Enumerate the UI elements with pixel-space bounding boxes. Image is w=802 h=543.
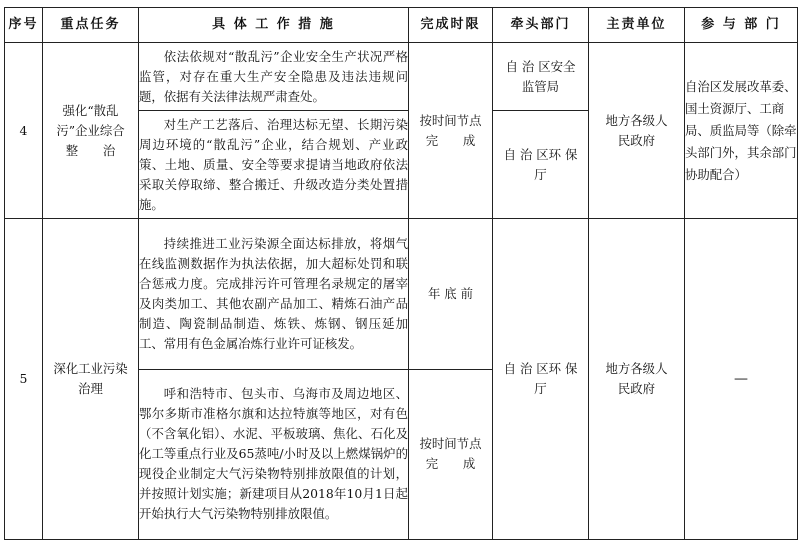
- participating-departments: —: [685, 219, 798, 540]
- header-participants: 参 与 部 门: [685, 8, 798, 43]
- header-row: [5, 8, 798, 43]
- responsible-unit: 地方各级人民政府: [589, 43, 685, 219]
- header-responsible: 主责单位: [589, 8, 685, 43]
- header-no: 序号: [5, 8, 43, 43]
- measure-paragraph: 对生产工艺落后、治理达标无望、长期污染周边环境的“散乱污”企业，结合规划、产业政策、土地、质量、安全等要求提请当地政府依法采取关停取缔、整合搬迁、升级改造分类处置措施。: [139, 116, 408, 212]
- measure-paragraph: 持续推进工业污染源全面达标排放，将烟气在线监测数据作为执法依据，加大超标处罚和联合惩戒力度。完成排污许可管理名录规定的屠宰及肉类加工、其他农副产品加工、精炼石油产品制造、陶瓷制品制造、炼铁、炼钢、钢压延加工、常用有色金属冶炼行业许可证核发。: [139, 236, 408, 352]
- deadline: 年 底 前: [409, 219, 493, 369]
- header-measures: 具 体 工 作 措 施: [139, 8, 409, 43]
- header-lead: 牵头部门: [493, 8, 589, 43]
- deadline: 按时间节点完 成: [409, 43, 493, 219]
- header-deadline: 完成时限: [409, 8, 493, 43]
- work-measures-table: [4, 7, 798, 540]
- measure-paragraph: 依法依规对“散乱污”企业安全生产状况严格监管，对存在重大生产安全隐患及违法违规问题，依据有关法律法规严肃查处。: [139, 48, 408, 104]
- key-task: 深化工业污染治理: [43, 219, 139, 540]
- lead-department: 自 治 区环 保 厅: [493, 219, 589, 540]
- responsible-unit: 地方各级人民政府: [589, 219, 685, 540]
- measure-text: [139, 219, 409, 369]
- measure-paragraph: 呼和浩特市、包头市、乌海市及周边地区、鄂尔多斯市准格尔旗和达拉特旗等地区，对有色（不含氧化铝）、水泥、平板玻璃、焦化、石化及化工等重点行业及65蒸吨/小时及以上燃煤锅炉的现役企业制定大气污染物特别排放限值的计划，并按照计划实施；新建项目从2018年10月1日起开始执行大气污染物特别排放限值。: [139, 386, 408, 522]
- table-row: [5, 219, 798, 369]
- row-number: 4: [5, 43, 43, 219]
- row-number: 5: [5, 219, 43, 540]
- measure-text: [139, 43, 409, 111]
- table-row: [5, 43, 798, 111]
- lead-department: 自 治 区安全监管局: [493, 43, 589, 111]
- measure-text: [139, 369, 409, 539]
- deadline: 按时间节点完 成: [409, 369, 493, 539]
- header-task: 重点任务: [43, 8, 139, 43]
- key-task: 强化“散乱污”企业综合整 治: [43, 43, 139, 219]
- lead-department: 自 治 区环 保 厅: [493, 111, 589, 219]
- participating-departments: 自治区发展改革委、国土资源厅、工商局、质监局等（除牵头部门外，其余部门协助配合）: [685, 43, 798, 219]
- measure-text: [139, 111, 409, 219]
